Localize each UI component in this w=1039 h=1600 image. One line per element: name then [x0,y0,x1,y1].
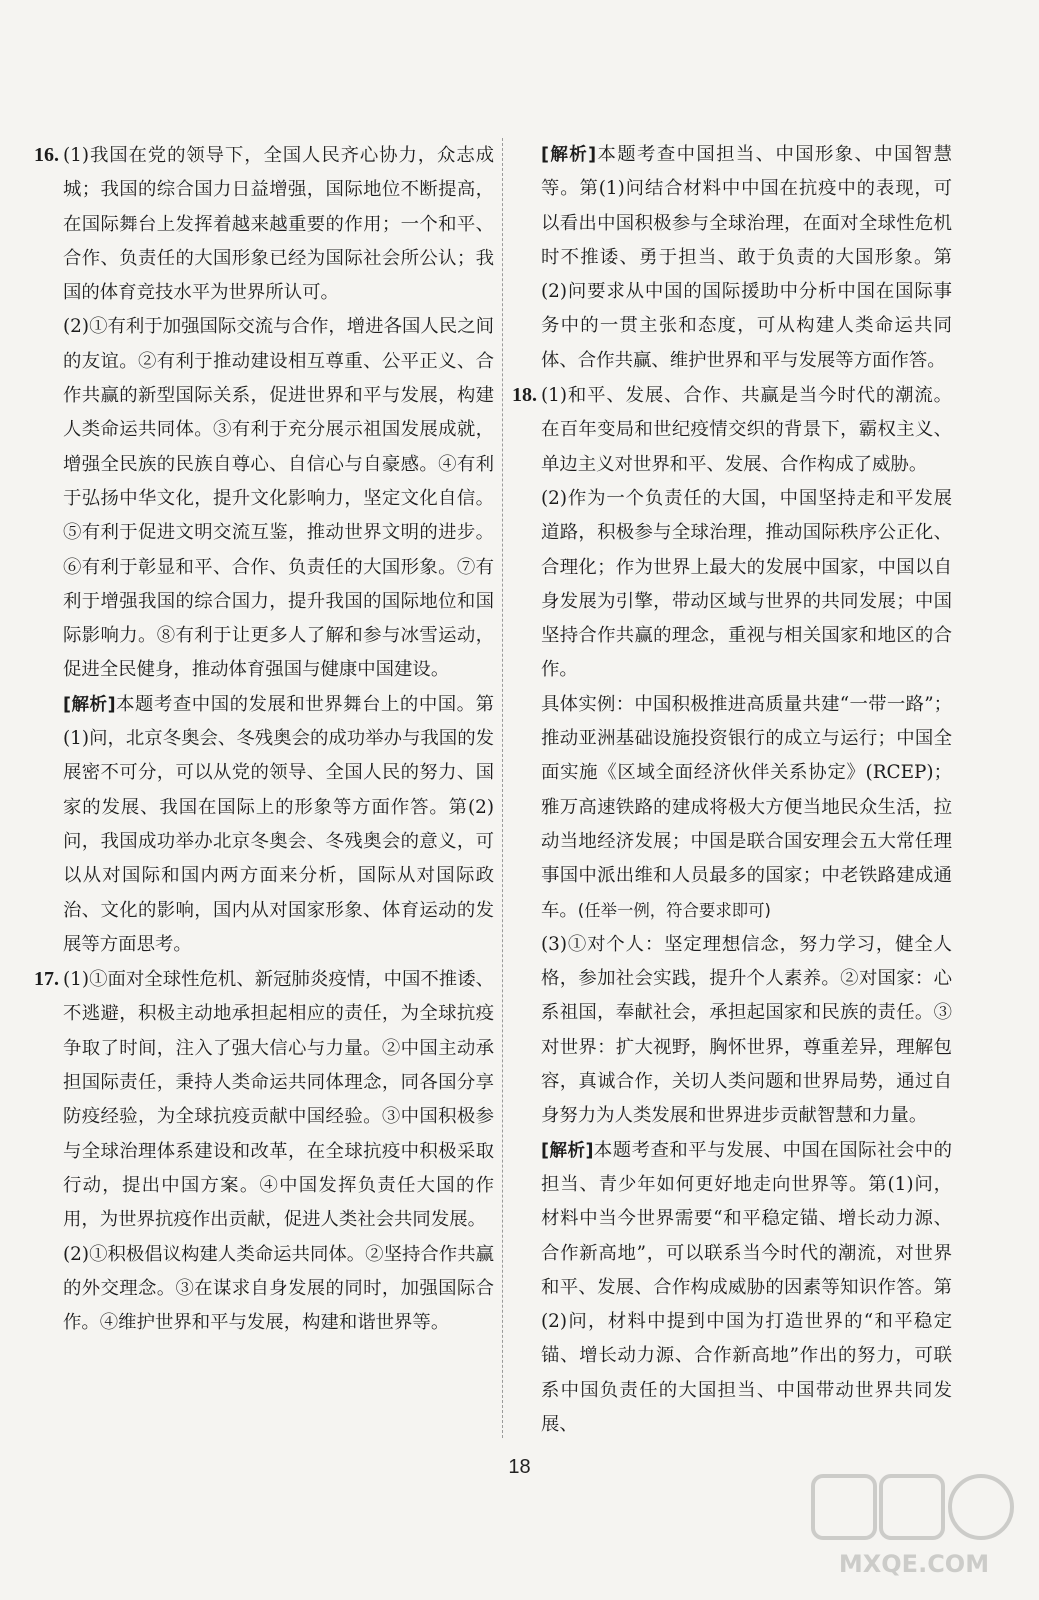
question-number-16: 16. [34,144,59,166]
q18-analysis: [解析]本题考查和平与发展、中国在国际社会中的担当、青少年如何更好地走向世界等。第(1)问，材料中当今世界需要“和平稳定锚、增长动力源、合作新高地”，可以联系当今时代的潮流，对世界和平、发展、合作构成威胁的因素等知识作答。第(2)问，材料中提到中国为打造世界的“和平稳定锚、增长动力源、合作新高地”作出的努力，可联系中国负责任的大国担当、中国带动世界共同发展、 [541,1139,952,1435]
q18-part1: 18. (1)和平、发展、合作、共赢是当今时代的潮流。在百年变局和世纪疫情交织的背景下，霸权主义、单边主义对世界和平、发展、合作构成了威胁。 [512,378,952,482]
q17-part1: 17. (1)①面对全球性危机、新冠肺炎疫情，中国不推诿、不逃避，积极主动地承担起相应的责任，为全球抗疫争取了时间，注入了强大信心与力量。②中国主动承担国际责任，秉持人类命运共同体理念，同各国分享防疫经验，为全球抗疫贡献中国经验。③中国积极参与全球治理体系建设和改革，在全球抗疫中积极采取行动，提出中国方案。④中国发挥负责任大国的作用，为世界抗疫作出贡献，促进人类社会共同发展。 [34,962,494,1237]
right-column [512,138,952,1442]
q16-part2: (2)①有利于加强国际交流与合作，增进各国人民之间的友谊。②有利于推动建设相互尊重、公平正义、合作共赢的新型国际关系，促进世界和平与发展，构建人类命运共同体。③有利于充分展示祖国发展成就，增强全民族的民族自尊心、自信心与自豪感。④有利于弘扬中华文化，提升文化影响力，坚定文化自信。⑤有利于促进文明交流互鉴，推动世界文明的进步。⑥有利于彰显和平、合作、负责任的大国形象。⑦有利于增强我国的综合国力，提升我国的国际地位和国际影响力。⑧有利于让更多人了解和参与冰雪运动，促进全民健身，推动体育强国与健康中国建设。 [63,316,494,681]
q18-examples: 具体实例：中国积极推进高质量共建“一带一路”；推动亚洲基础设施投资银行的成立与运行；中国全面实施《区域全面经济伙伴关系协定》(RCEP)；雅万高速铁路的建成将极大方便当地民众生活，拉动当地经济发展；中国是联合国安理会五大常任理事国中派出维和人员最多的国家；中老铁路建成通车。(任举一例，符合要求即可) [541,693,952,921]
left-column [34,138,494,1340]
q16-analysis: [解析]本题考查中国的发展和世界舞台上的中国。第(1)问，北京冬奥会、冬残奥会的成功举办与我国的发展密不可分，可以从党的领导、全国人民的努力、国家的发展、我国在国际上的形象等方面作答。第(2)问，我国成功举办北京冬奥会、冬残奥会的意义，可以从对国际和国内两方面来分析，国际从对国际政治、文化的影响，国内从对国家形象、体育运动的发展等方面思考。 [63,693,494,955]
q16-part1: 16. (1)我国在党的领导下，全国人民齐心协力，众志成城；我国的综合国力日益增强，国际地位不断提高，在国际舞台上发挥着越来越重要的作用；一个和平、合作、负责任的大国形象已经为国际社会所公认；我国的体育竞技水平为世界所认可。 [34,138,494,310]
question-number-18: 18. [512,384,537,407]
analysis-tag: [解析] [63,694,116,715]
question-number-17: 17. [34,968,59,991]
analysis-tag: [解析] [541,145,597,165]
q18-part3: (3)①对个人：坚定理想信念，努力学习，健全人格，参加社会实践，提升个人素养。②对国家：心系祖国，奉献社会，承担起国家和民族的责任。③对世界：扩大视野，胸怀世界，尊重差异，理解包容，真诚合作，关切人类问题和世界局势，通过自身努力为人类发展和世界进步贡献智慧和力量。 [541,933,952,1127]
svg-text:MXQE.COM: MXQE.COM [838,1550,990,1578]
example-note: (任举一例，符合要求即可) [577,900,771,920]
analysis-tag: [解析] [541,1140,594,1161]
q18-part2: (2)作为一个负责任的大国，中国坚持走和平发展道路，积极参与全球治理，推动国际秩序公正化、合理化；作为世界上最大的发展中国家，中国以自身发展为引擎，带动区域与世界的共同发展；中国坚持合作共赢的理念，重视与相关国家和地区的合作。 [541,487,952,681]
q17-part2: (2)①积极倡议构建人类命运共同体。②坚持合作共赢的外交理念。③在谋求自身发展的同时，加强国际合作。④维护世界和平与发展，构建和谐世界等。 [63,1243,494,1334]
page-number: 18 [508,1456,531,1478]
q17-analysis: [解析]本题考查中国担当、中国形象、中国智慧等。第(1)问结合材料中中国在抗疫中的表现，可以看出中国积极参与全球治理，在面对全球性危机时不推诿、勇于担当、敢于负责的大国形象。第(2)问要求从中国的国际援助中分析中国在国际事务中的一贯主张和态度，可从构建人类命运共同体、合作共赢、维护世界和平与发展等方面作答。 [541,144,952,371]
watermark-logo [809,1472,1019,1582]
column-divider [502,138,503,1438]
